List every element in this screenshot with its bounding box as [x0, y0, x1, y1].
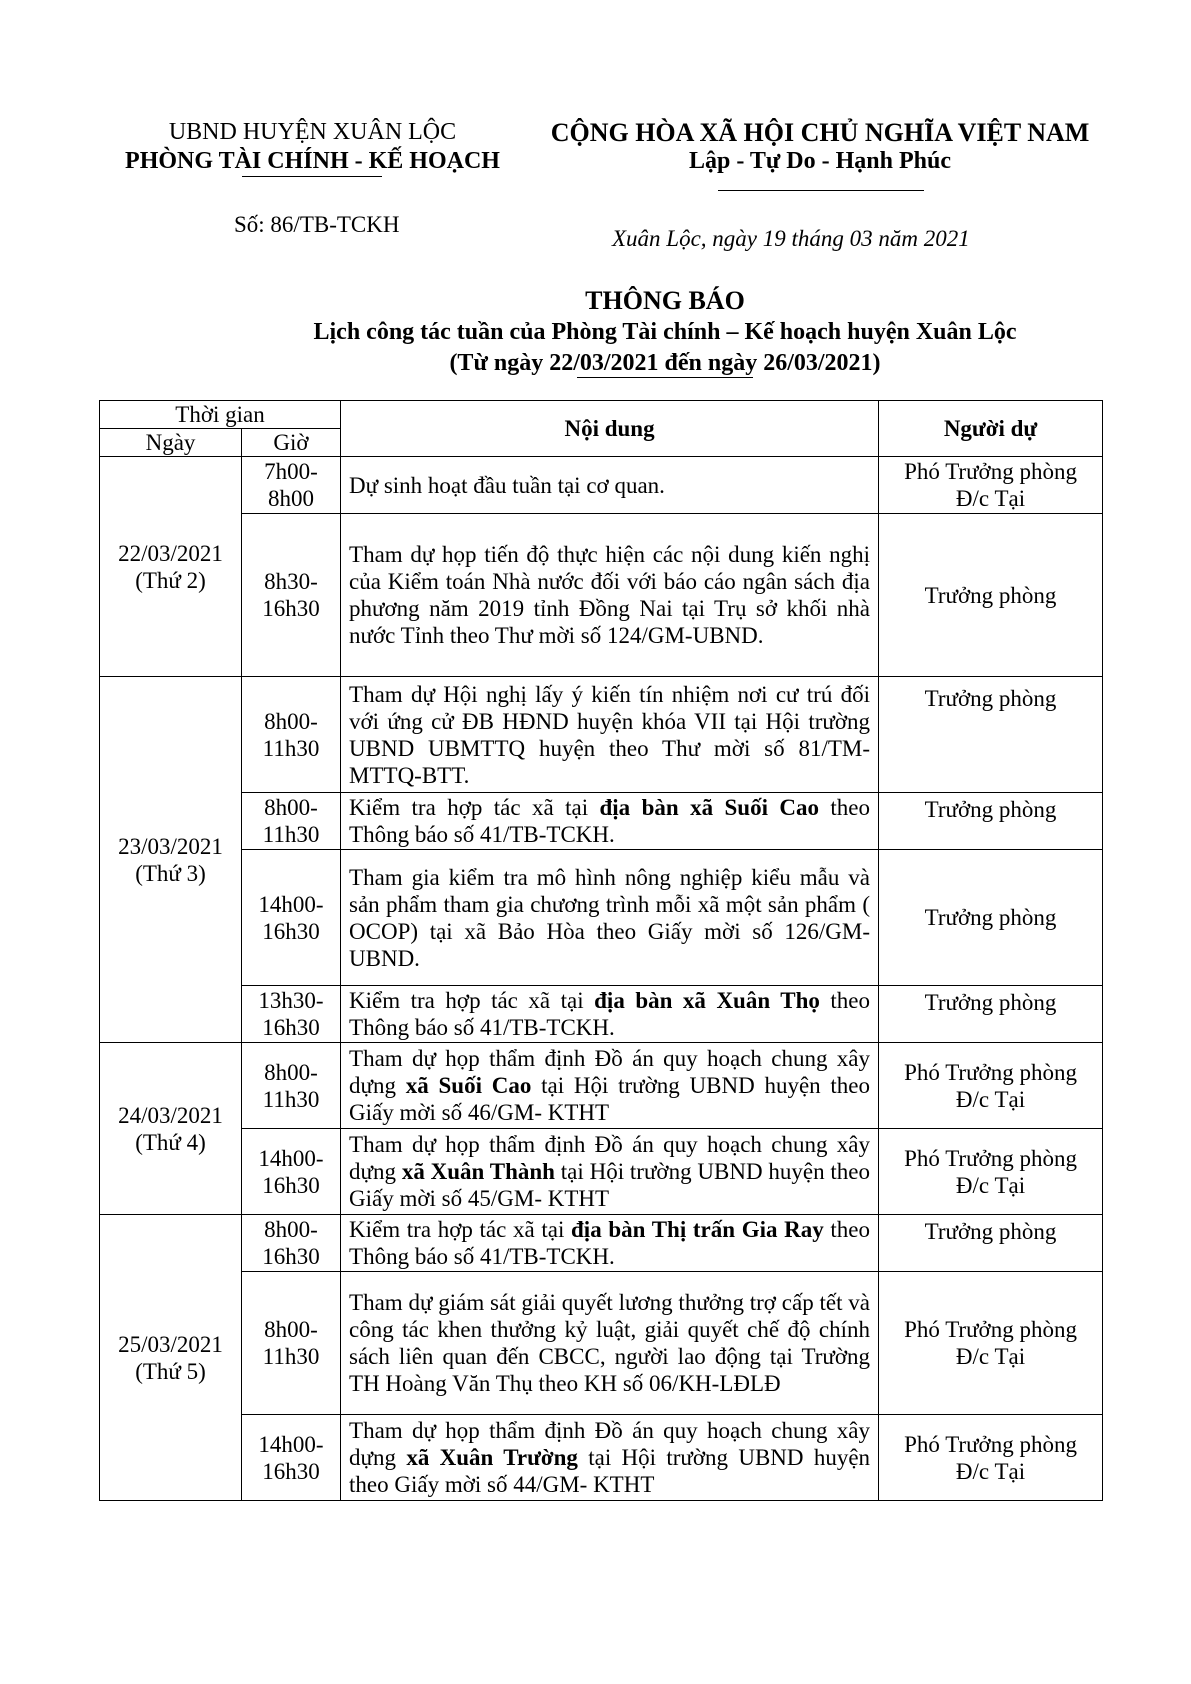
agency-header — [100, 118, 525, 176]
day-cell: 22/03/2021 (Thứ 2) — [100, 457, 242, 677]
header-day: Ngày — [100, 429, 242, 457]
attendee-cell: Trưởng phòng — [879, 1215, 1103, 1272]
motto-underline — [718, 190, 924, 191]
content-cell: Kiểm tra hợp tác xã tại địa bàn xã Xuân Thọ theo Thông báo số 41/TB-TCKH. — [341, 986, 879, 1043]
content-cell: Kiểm tra hợp tác xã tại địa bàn xã Suối Cao theo Thông báo số 41/TB-TCKH. — [341, 793, 879, 850]
time-cell: 8h00- 16h30 — [242, 1215, 341, 1272]
document-number: Số: 86/TB-TCKH — [234, 212, 400, 237]
time-cell: 13h30- 16h30 — [242, 986, 341, 1043]
header-time: Thời gian — [100, 401, 341, 429]
content-cell: Tham dự Hội nghị lấy ý kiến tín nhiệm nơi cư trú đối với ứng cử ĐB HĐND huyện khóa VII tại Hội trường UBND UBMTTQ huyện theo Thư mời số 81/TM-MTTQ-BTT. — [341, 677, 879, 793]
content-cell: Tham dự họp tiến độ thực hiện các nội dung kiến nghị của Kiểm toán Nhà nước đối với báo cáo ngân sách địa phương năm 2019 tỉnh Đồng Nai tại Trụ sở khối nhà nước Tỉnh theo Thư mời số 124/GM-UBND. — [341, 514, 879, 677]
attendee-cell: Phó Trưởng phòng Đ/c Tại — [879, 1415, 1103, 1501]
schedule-table — [99, 400, 1103, 1501]
time-cell: 8h00- 11h30 — [242, 793, 341, 850]
attendee-cell: Phó Trưởng phòng Đ/c Tại — [879, 1272, 1103, 1415]
header-hour: Giờ — [242, 429, 341, 457]
attendee-cell: Trưởng phòng — [879, 793, 1103, 850]
national-header — [535, 118, 1105, 176]
agency-underline — [242, 176, 382, 177]
table-row — [100, 677, 1103, 793]
content-cell: Kiểm tra hợp tác xã tại địa bàn Thị trấn Gia Ray theo Thông báo số 41/TB-TCKH. — [341, 1215, 879, 1272]
notice-title: THÔNG BÁO — [585, 286, 745, 315]
attendee-cell: Trưởng phòng — [879, 850, 1103, 986]
time-cell: 8h00- 11h30 — [242, 1043, 341, 1129]
table-row — [100, 793, 1103, 850]
title-underline — [577, 377, 753, 378]
place-date: Xuân Lộc, ngày 19 tháng 03 năm 2021 — [612, 226, 970, 251]
table-row — [100, 986, 1103, 1043]
content-cell: Tham dự họp thẩm định Đồ án quy hoạch chung xây dựng xã Suối Cao tại Hội trường UBND huyện theo Giấy mời số 46/GM- KTHT — [341, 1043, 879, 1129]
notice-subtitle: Lịch công tác tuần của Phòng Tài chính – Kế hoạch huyện Xuân Lộc — [313, 319, 1017, 345]
attendee-cell: Trưởng phòng — [879, 986, 1103, 1043]
time-cell: 14h00- 16h30 — [242, 1129, 341, 1215]
table-row — [100, 1215, 1103, 1272]
day-cell: 24/03/2021 (Thứ 4) — [100, 1043, 242, 1215]
content-cell: Tham dự họp thẩm định Đồ án quy hoạch chung xây dựng xã Xuân Thành tại Hội trường UBND huyện theo Giấy mời số 45/GM- KTHT — [341, 1129, 879, 1215]
attendee-cell: Phó Trưởng phòng Đ/c Tại — [879, 1043, 1103, 1129]
table-row — [100, 1272, 1103, 1415]
content-cell: Tham gia kiểm tra mô hình nông nghiệp kiểu mẫu và sản phẩm tham gia chương trình mỗi xã một sản phẩm ( OCOP) tại xã Bảo Hòa theo Giấy mời số 126/GM-UBND. — [341, 850, 879, 986]
header-content: Nội dung — [341, 401, 879, 457]
content-cell: Tham dự giám sát giải quyết lương thưởng trợ cấp tết và công tác khen thưởng kỷ luật, giải quyết chế độ chính sách liên quan đến CBCC, người lao động tại Trường TH Hoàng Văn Thụ theo KH số 06/KH-LĐLĐ — [341, 1272, 879, 1415]
table-row — [100, 850, 1103, 986]
day-cell: 25/03/2021 (Thứ 5) — [100, 1215, 242, 1501]
attendee-cell: Phó Trưởng phòng Đ/c Tại — [879, 1129, 1103, 1215]
time-cell: 8h00- 11h30 — [242, 1272, 341, 1415]
time-cell: 14h00- 16h30 — [242, 1415, 341, 1501]
time-cell: 7h00- 8h00 — [242, 457, 341, 514]
time-cell: 14h00- 16h30 — [242, 850, 341, 986]
table-row — [100, 1415, 1103, 1501]
national-motto: Lập - Tự Do - Hạnh Phúc — [688, 148, 952, 174]
time-cell: 8h00- 11h30 — [242, 677, 341, 793]
agency-parent: UBND HUYỆN XUÂN LỘC — [168, 119, 457, 145]
notice-title-block — [150, 285, 1180, 379]
attendee-cell: Phó Trưởng phòng Đ/c Tại — [879, 457, 1103, 514]
content-cell: Tham dự họp thẩm định Đồ án quy hoạch chung xây dựng xã Xuân Trường tại Hội trường UBND huyện theo Giấy mời số 44/GM- KTHT — [341, 1415, 879, 1501]
table-row — [100, 1129, 1103, 1215]
table-row — [100, 457, 1103, 514]
content-cell: Dự sinh hoạt đầu tuần tại cơ quan. — [341, 457, 879, 514]
day-cell: 23/03/2021 (Thứ 3) — [100, 677, 242, 1043]
attendee-cell: Trưởng phòng — [879, 514, 1103, 677]
time-cell: 8h30- 16h30 — [242, 514, 341, 677]
header-attendee: Người dự — [879, 401, 1103, 457]
notice-date-range: (Từ ngày 22/03/2021 đến ngày 26/03/2021) — [449, 350, 881, 376]
attendee-cell: Trưởng phòng — [879, 677, 1103, 793]
table-row — [100, 514, 1103, 677]
agency-name: PHÒNG TÀI CHÍNH - KẾ HOẠCH — [125, 148, 500, 174]
table-row — [100, 1043, 1103, 1129]
national-title: CỘNG HÒA XÃ HỘI CHỦ NGHĨA VIỆT NAM — [550, 118, 1090, 147]
